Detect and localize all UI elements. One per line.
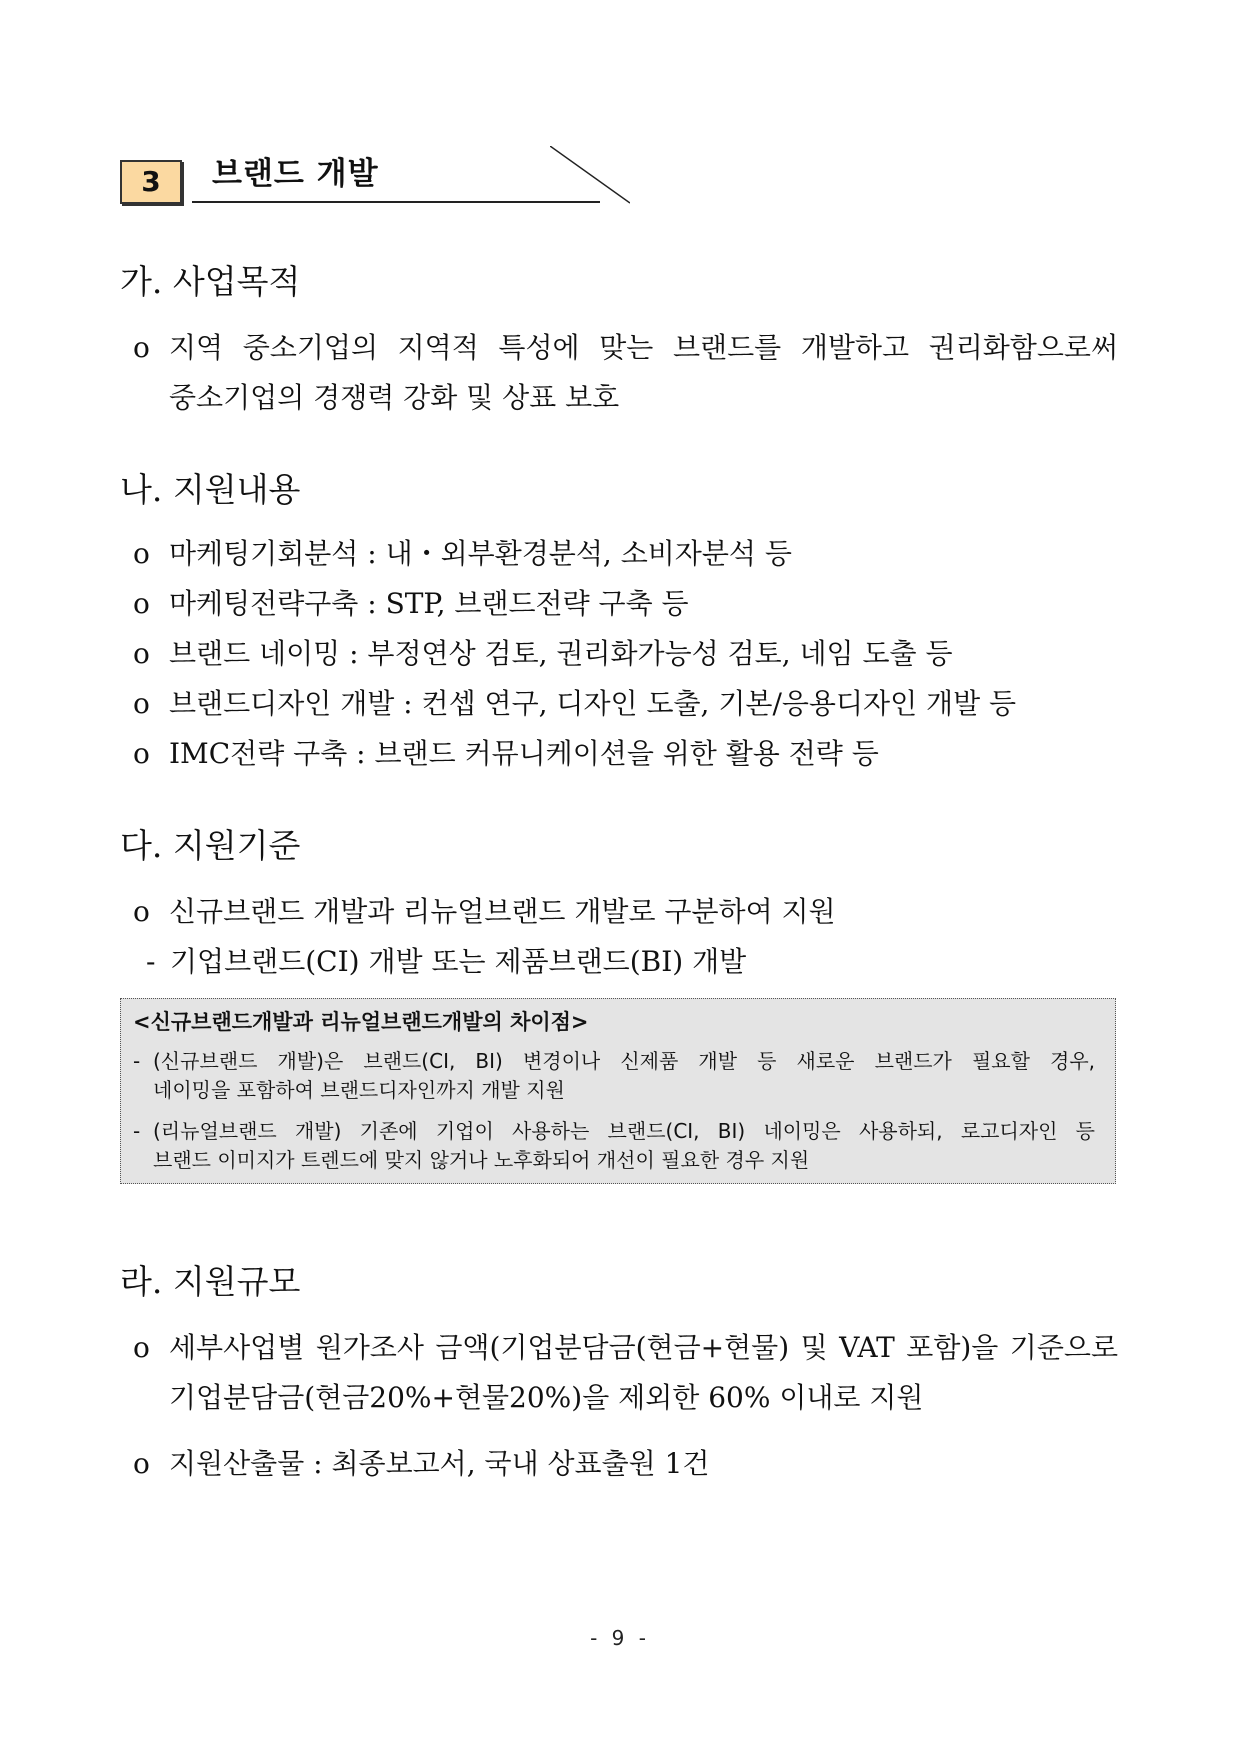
purpose-text-line2: 중소기업의 경쟁력 강화 및 상표 보호 (169, 381, 620, 414)
support-item (133, 636, 953, 672)
info-item-line2: 브랜드 이미지가 트렌드에 맞지 않거나 노후화되어 개선이 필요한 경우 지원 (153, 1148, 810, 1172)
criteria-sub-text: 기업브랜드(CI) 개발 또는 제품브랜드(BI) 개발 (170, 945, 747, 978)
section-heading-criteria: 다. 지원기준 (120, 826, 301, 865)
support-item (133, 536, 792, 572)
bullet-mark: o (133, 537, 150, 570)
support-item-text: 브랜드디자인 개발 : 컨셉 연구, 디자인 도출, 기본/응용디자인 개발 등 (169, 687, 1017, 720)
info-box-title: <신규브랜드개발과 리뉴얼브랜드개발의 차이점> (133, 1010, 589, 1034)
bullet-mark: o (133, 637, 150, 670)
support-item-text: IMC전략 구축 : 브랜드 커뮤니케이션을 위한 활용 전략 등 (169, 737, 879, 770)
scale-text-line2: 기업분담금(현금20%+현물20%)을 제외한 60% 이내로 지원 (169, 1381, 924, 1414)
info-box-item (133, 1047, 1095, 1105)
scale-output-text: 지원산출물 : 최종보고서, 국내 상표출원 1건 (169, 1447, 710, 1480)
info-box-item (133, 1117, 1095, 1175)
dash-mark: - (133, 1119, 141, 1143)
purpose-bullet-line (133, 330, 1118, 366)
support-item-text: 마케팅전략구축 : STP, 브랜드전략 구축 등 (169, 587, 689, 620)
dash-mark: - (133, 1049, 141, 1073)
support-item (133, 586, 689, 622)
bullet-mark: o (133, 895, 150, 928)
page-number: - 9 - (590, 1626, 650, 1650)
bullet-mark: o (133, 737, 150, 770)
scale-text-line1: 세부사업별 원가조사 금액(기업분담금(현금+현물) 및 VAT 포함)을 기준으로 (169, 1331, 1118, 1364)
bullet-mark: o (133, 1331, 150, 1364)
bullet-mark: o (133, 331, 150, 364)
support-item (133, 686, 1016, 722)
chapter-underline (192, 201, 600, 203)
bullet-mark: o (133, 587, 150, 620)
dash-mark: - (146, 945, 156, 978)
info-item-line2: 네이밍을 포함하여 브랜드디자인까지 개발 지원 (153, 1078, 565, 1102)
difference-info-box (120, 998, 1116, 1184)
chapter-number-box: 3 (120, 160, 182, 204)
chapter-header (120, 150, 600, 206)
section-heading-purpose: 가. 사업목적 (120, 262, 301, 301)
support-item-text: 마케팅기회분석 : 내・외부환경분석, 소비자분석 등 (169, 537, 792, 570)
bullet-mark: o (133, 1447, 150, 1480)
criteria-sub-line (146, 944, 746, 980)
bullet-mark: o (133, 687, 150, 720)
criteria-bullet-line (133, 894, 836, 930)
info-item-line1: (신규브랜드 개발)은 브랜드(CI, BI) 변경이나 신제품 개발 등 새로운 브랜드가 필요할 경우, (153, 1049, 1095, 1073)
purpose-text-line1: 지역 중소기업의 지역적 특성에 맞는 브랜드를 개발하고 권리화함으로써 (169, 331, 1118, 364)
scale-bullet-line (133, 1446, 709, 1482)
support-item-text: 브랜드 네이밍 : 부정연상 검토, 권리화가능성 검토, 네임 도출 등 (169, 637, 953, 670)
support-item (133, 736, 879, 772)
section-heading-support-content: 나. 지원내용 (120, 470, 301, 509)
chapter-title: 브랜드 개발 (212, 156, 379, 192)
section-heading-scale: 라. 지원규모 (120, 1262, 301, 1301)
criteria-text: 신규브랜드 개발과 리뉴얼브랜드 개발로 구분하여 지원 (169, 895, 836, 928)
scale-bullet-line (133, 1330, 1118, 1366)
chapter-diagonal-line (550, 146, 630, 204)
info-item-line1: (리뉴얼브랜드 개발) 기존에 기업이 사용하는 브랜드(CI, BI) 네이밍은 사용하되, 로고디자인 등 (153, 1119, 1095, 1143)
